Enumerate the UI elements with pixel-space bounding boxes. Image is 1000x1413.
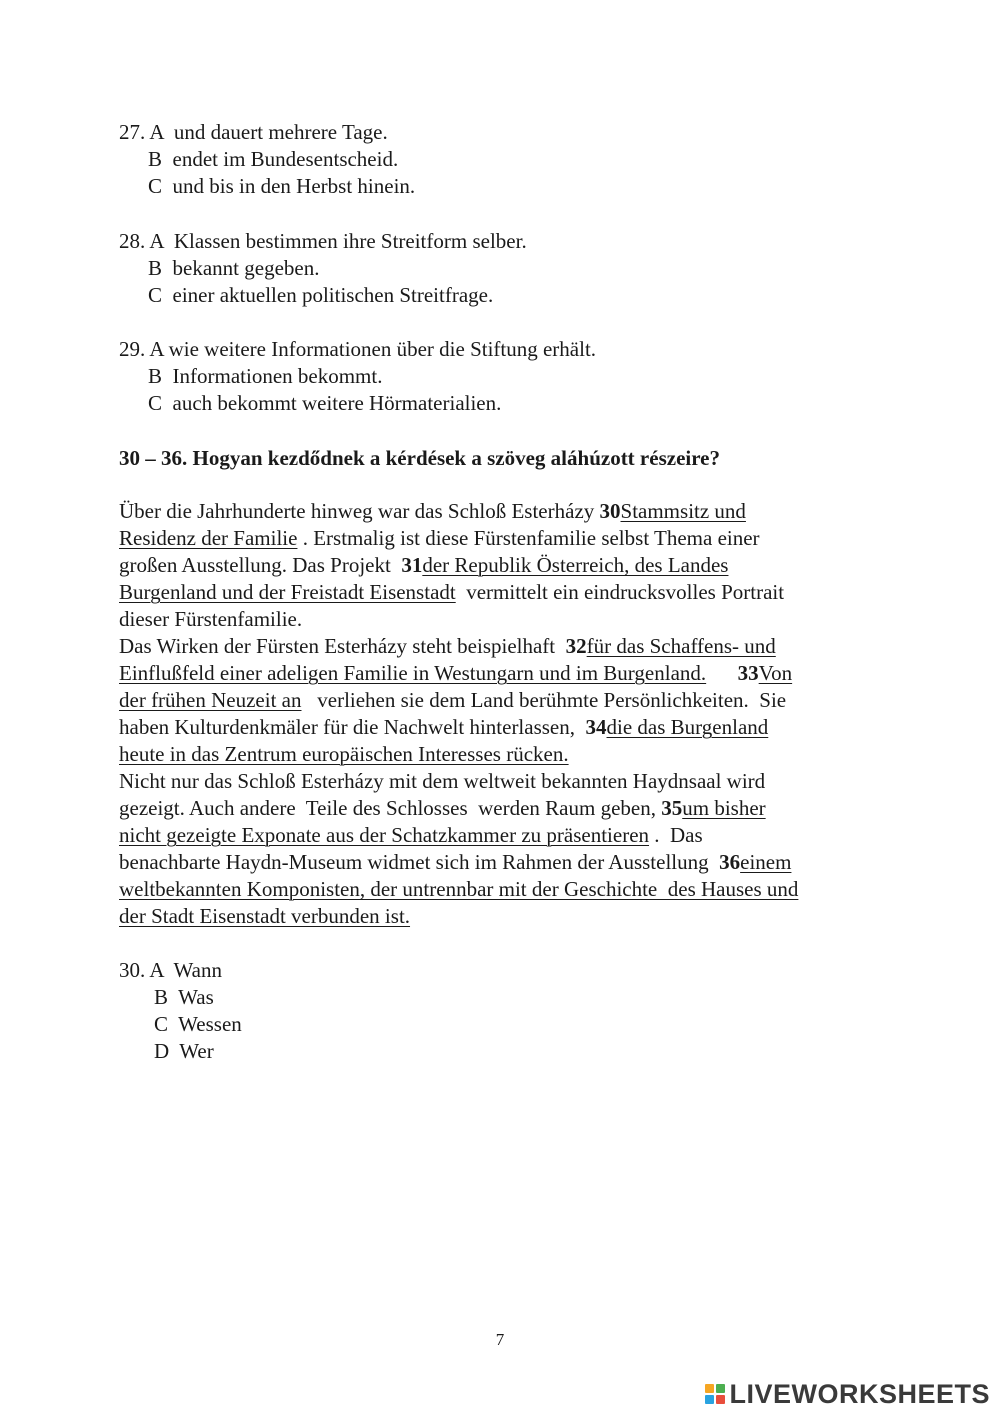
logo-blocks-icon	[705, 1384, 725, 1404]
item-number-32: 32	[565, 634, 587, 658]
option-30b[interactable]: B Was	[154, 985, 214, 1009]
underlined-part-34: heute in das Zentrum europäischen Interesses rücken.	[119, 742, 569, 766]
liveworksheets-logo	[705, 1378, 990, 1410]
option-30d[interactable]: D Wer	[154, 1039, 214, 1063]
underlined-part-35: nicht gezeigte Exponate aus der Schatzkammer zu präsentieren	[119, 823, 650, 847]
question-number: 27.	[119, 120, 146, 144]
option-30a[interactable]: 30. A Wann	[119, 958, 222, 982]
underlined-part-36: weltbekannten Komponisten, der untrennbar mit der Geschichte des Hauses und	[119, 877, 799, 901]
option-27b: B endet im Bundesentscheid.	[148, 147, 399, 171]
option-29a: 29. A wie weitere Informationen über die Stiftung erhält.	[119, 337, 597, 361]
question-27	[119, 119, 415, 200]
question-30	[119, 957, 242, 1065]
option-27c: C und bis in den Herbst hinein.	[148, 174, 416, 198]
question-28	[119, 228, 527, 309]
question-29	[119, 336, 596, 417]
underlined-part-36: der Stadt Eisenstadt verbunden ist.	[119, 904, 411, 928]
brand-name: LIVEWORKSHEETS	[729, 1378, 990, 1409]
option-28c: C einer aktuellen politischen Streitfrage.	[148, 283, 494, 307]
underlined-part-35: um bisher	[682, 796, 766, 820]
question-number: 29.	[119, 337, 146, 361]
underlined-part-32: für das Schaffens- und	[586, 634, 776, 658]
item-number-31: 31	[401, 553, 423, 577]
item-number-35: 35	[661, 796, 683, 820]
underlined-part-30: Residenz der Familie	[119, 526, 298, 550]
underlined-part-36: einem	[740, 850, 792, 874]
option-29c: C auch bekommt weitere Hörmaterialien.	[148, 391, 502, 415]
underlined-part-31: Burgenland und der Freistadt Eisenstadt	[119, 580, 456, 604]
option-27a: 27. A und dauert mehrere Tage.	[119, 120, 388, 144]
question-number: 30.	[119, 958, 146, 982]
item-number-33: 33	[737, 661, 759, 685]
question-number: 28.	[119, 229, 146, 253]
underlined-part-34: die das Burgenland	[606, 715, 769, 739]
reading-passage: Über die Jahrhunderte hinweg war das Schloß Esterházy 30Stammsitz und Residenz der Familie . Erstmalig ist diese Fürstenfamilie selbst Thema einer großen Ausstellung. Das Projekt 31der Republik Österreich, des Landes Burgenland und der Freistadt Eisenstadt vermittelt ein eindrucksvolles Portrait dieser Fürstenfamilie. Das Wirken der Fürsten Esterházy steht beispielhaft 32für das Schaffens- und Einflußfeld einer adeligen Familie in Westungarn und im Burgenland. 33Von der frühen Neuzeit an verliehen sie dem Land berühmte Persönlichkeiten. Sie haben Kulturdenkmäler für die Nachwelt hinterlassen, 34die das Burgenland heute in das Zentrum europäischen Interesses rücken. Nicht nur das Schloß Esterházy mit dem weltweit bekannten Haydnsaal wird gezeigt. Auch andere Teile des Schlosses werden Raum geben, 35um bisher nicht gezeigte Exponate aus der Schatzkammer zu präsentieren . Das benachbarte Haydn-Museum widmet sich im Rahmen der Ausstellung 36einem weltbekannten Komponisten, der untrennbar mit der Geschichte des Hauses und der Stadt Eisenstadt verbunden ist.	[119, 499, 799, 928]
page-number: 7	[495, 1330, 505, 1349]
section-heading: 30 – 36. Hogyan kezdődnek a kérdések a szöveg aláhúzott részeire?	[119, 446, 720, 470]
underlined-part-30: Stammsitz und	[620, 499, 746, 523]
item-number-34: 34	[585, 715, 607, 739]
underlined-part-33: Von	[758, 661, 793, 685]
item-number-36: 36	[719, 850, 741, 874]
option-28b: B bekannt gegeben.	[148, 256, 320, 280]
option-30c[interactable]: C Wessen	[154, 1012, 242, 1036]
option-28a: 28. A Klassen bestimmen ihre Streitform selber.	[119, 229, 527, 253]
underlined-part-33: der frühen Neuzeit an	[119, 688, 302, 712]
item-number-30: 30	[599, 499, 621, 523]
underlined-part-31: der Republik Österreich, des Landes	[422, 553, 729, 577]
option-29b: B Informationen bekommt.	[148, 364, 383, 388]
underlined-part-32: Einflußfeld einer adeligen Familie in Westungarn und im Burgenland.	[119, 661, 707, 685]
